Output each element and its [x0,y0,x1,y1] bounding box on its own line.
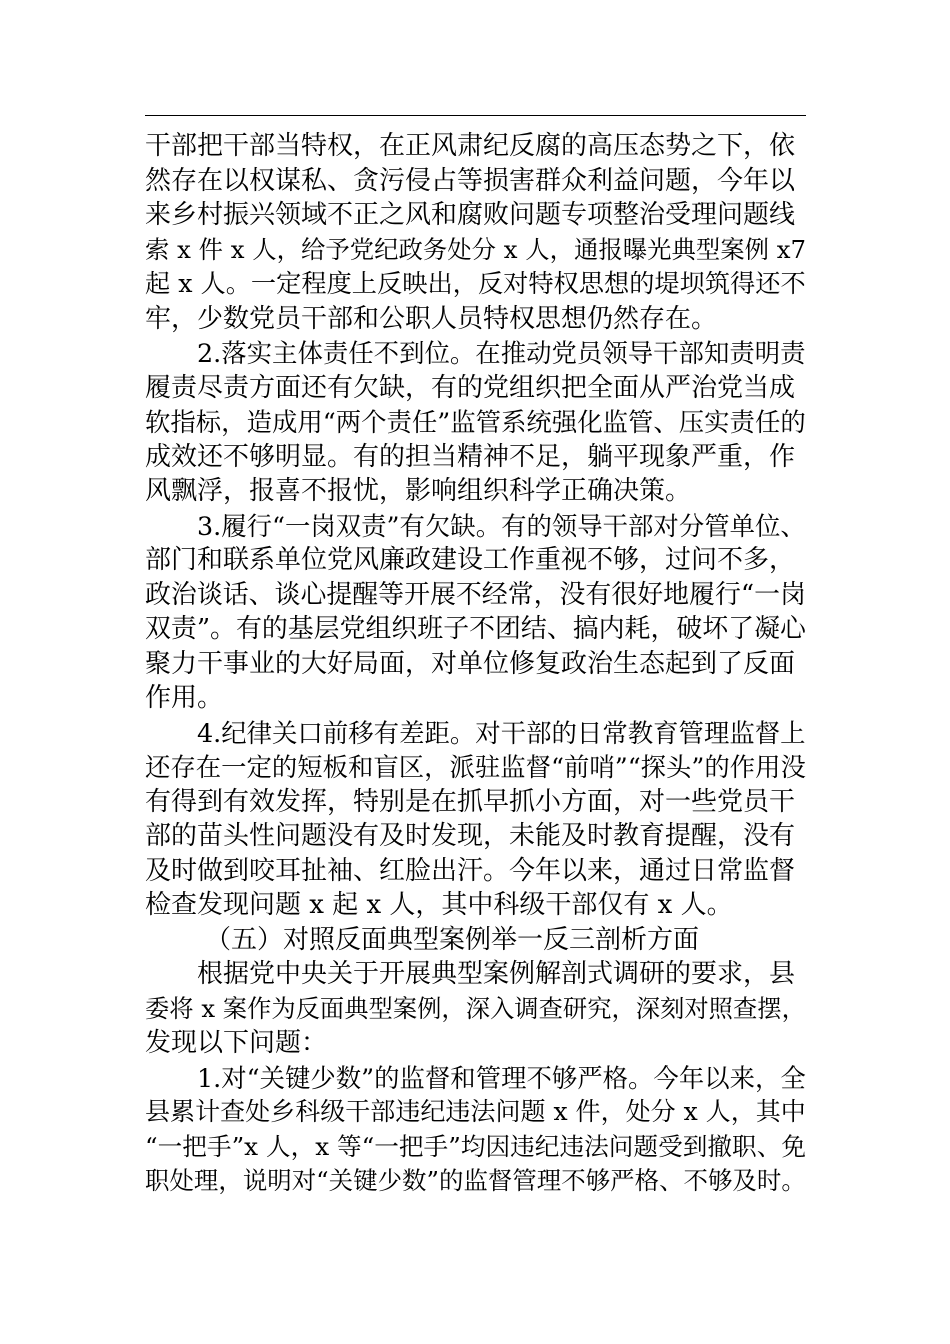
text-line: 及时做到咬耳扯袖、红脸出汗。今年以来，通过日常监督 [145,855,796,886]
header-rule [145,115,806,116]
text-line: 根据党中央关于开展典型案例解剖式调研的要求，县 [197,959,796,989]
text-line: 县累计查处乡科级干部违纪违法问题 x 件，处分 x 人，其中 [145,1097,806,1126]
text-line: 作用。 [145,683,224,713]
text-line: 职处理，说明对“关键少数”的监督管理不够严格、不够及时。 [145,1166,806,1195]
text-line: 起 x 人。一定程度上反映出，反对特权思想的堤坝筑得还不 [145,269,806,298]
text-line: 有得到有效发挥，特别是在抓早抓小方面，对一些党员干 [145,786,796,817]
text-line: “一把手”x 人，x 等“一把手”均因违纪违法问题受到撤职、免 [145,1131,807,1161]
text-line: 风飘浮，报喜不报忧，影响组织科学正确决策。 [145,476,692,506]
text-line: 然存在以权谋私、贪污侵占等损害群众利益问题，今年以 [145,165,796,196]
text-line: 部的苗头性问题没有及时发现，未能及时教育提醒，没有 [145,821,796,851]
text-line: 双责”。有的基层党组织班子不团结、搞内耗，破坏了凝心 [145,614,806,644]
text-line: 部门和联系单位党风廉政建设工作重视不够，过问不多， [145,545,796,575]
text-line: 索 x 件 x 人，给予党纪政务处分 x 人，通报曝光典型案例 x7 [145,234,806,264]
text-line: 牢，少数党员干部和公职人员特权思想仍然存在。 [145,303,718,334]
text-line: 4.纪律关口前移有差距。对干部的日常教育管理监督上 [197,717,806,748]
text-line: 还存在一定的短板和盲区，派驻监督“前哨”“探头”的作用没 [145,752,806,782]
text-line: 干部把干部当特权，在正风肃纪反腐的高压态势之下，依 [145,131,796,161]
text-line: 履责尽责方面还有欠缺，有的党组织把全面从严治党当成 [145,372,796,403]
text-line: 2.落实主体责任不到位。在推动党员领导干部知责明责 [197,338,806,368]
text-line: 政治谈话、谈心提醒等开展不经常，没有很好地履行“一岗 [145,579,806,610]
text-line: 委将 x 案作为反面典型案例，深入调查研究，深刻对照查摆， [145,993,806,1023]
document-body [145,129,845,1199]
text-line: 检查发现问题 x 起 x 人，其中科级干部仅有 x 人。 [145,890,733,920]
text-line: 3.履行“一岗双责”有欠缺。有的领导干部对分管单位、 [197,510,806,541]
text-line: 来乡村振兴领域不正之风和腐败问题专项整治受理问题线 [145,200,796,230]
text-line: 聚力干事业的大好局面，对单位修复政治生态起到了反面 [145,648,796,679]
text-line: 软指标，造成用“两个责任”监管系统强化监管、压实责任的 [145,407,806,437]
text-line: 成效还不够明显。有的担当精神不足，躺平现象严重，作 [145,441,796,472]
text-line: 发现以下问题： [145,1028,328,1058]
text-line: 1.对“关键少数”的监督和管理不够严格。今年以来，全 [197,1062,806,1093]
section-heading: （五）对照反面典型案例举一反三剖析方面 [205,924,700,955]
